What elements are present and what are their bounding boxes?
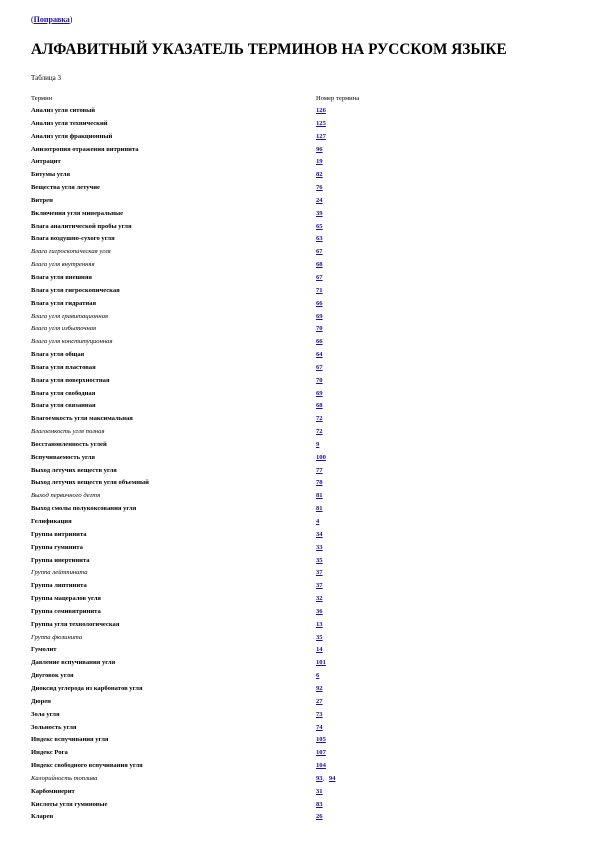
term-number-cell (316, 567, 431, 580)
term-number-link[interactable]: 125 (316, 119, 326, 127)
term-cell: Выход первичного дегтя (31, 492, 101, 500)
term-number-cell (316, 811, 431, 824)
term-number-cell (316, 105, 431, 118)
term-number-link[interactable]: 72 (316, 415, 323, 423)
table-row (31, 734, 431, 747)
table-row (31, 195, 431, 208)
table-row (31, 285, 431, 298)
term-number-cell (316, 169, 431, 182)
term-number-link[interactable]: 63 (316, 235, 323, 243)
table-row (31, 760, 431, 773)
term-cell: Калорийность топлива (31, 774, 98, 782)
term-number-link[interactable]: 69 (316, 389, 323, 397)
term-number-cell (316, 657, 431, 670)
term-cell: Влага угля конституционная (31, 338, 113, 346)
term-number-cell (316, 593, 431, 606)
table-row (31, 503, 431, 516)
term-number-link[interactable]: 35 (316, 556, 323, 564)
term-cell: Анизотропия отражения витринита (31, 145, 139, 153)
term-cell: Влага угля внутренняя (31, 261, 95, 269)
terms-table (31, 93, 431, 824)
table-row (31, 683, 431, 696)
term-cell: Влага угля внешняя (31, 273, 92, 281)
term-cell: Давление вспучивания угля (31, 659, 116, 667)
term-number-cell (316, 400, 431, 413)
term-number-cell (316, 323, 431, 336)
term-number-cell (316, 208, 431, 221)
table-row (31, 388, 431, 401)
term-number-cell (316, 426, 431, 439)
table-row (31, 670, 431, 683)
term-number-link[interactable]: 101 (316, 659, 326, 667)
table-row (31, 259, 431, 272)
term-number-link[interactable]: 107 (316, 749, 326, 757)
term-cell: Влага угля пластовая (31, 363, 96, 371)
page-title: АЛФАВИТНЫЙ УКАЗАТЕЛЬ ТЕРМИНОВ НА РУССКОМ ЯЗЫКЕ (31, 41, 507, 58)
amendment-open-paren: ( (31, 15, 34, 24)
term-number-cell (316, 683, 431, 696)
table-row (31, 490, 431, 503)
term-cell: Двуговок угля (31, 672, 74, 680)
term-number-cell (316, 786, 431, 799)
term-number-link[interactable]: 35 (316, 633, 323, 641)
term-cell: Битумы угля (31, 171, 71, 179)
amendment-close-paren: ) (69, 15, 73, 24)
term-number-link[interactable]: 26 (316, 813, 323, 821)
table-row (31, 375, 431, 388)
term-number-cell (316, 606, 431, 619)
term-number-cell (316, 298, 431, 311)
term-number-link[interactable]: 127 (316, 132, 326, 140)
table-row (31, 298, 431, 311)
term-number-cell (316, 285, 431, 298)
term-cell: Зола угля (31, 710, 60, 718)
term-number-link[interactable]: 68 (316, 402, 323, 410)
term-number-cell (316, 632, 431, 645)
table-row (31, 131, 431, 144)
term-number-link[interactable]: 104 (316, 762, 326, 770)
term-cell: Гумолит (31, 646, 57, 654)
table-row (31, 311, 431, 324)
table-row (31, 336, 431, 349)
term-cell: Влага угля гравитационная (31, 312, 109, 320)
term-cell: Группа фюзинита (31, 633, 83, 641)
table-row (31, 182, 431, 195)
term-cell: Влага угля избыточная (31, 325, 97, 333)
term-cell: Группа мацералов угля (31, 595, 101, 603)
term-number-cell (316, 388, 431, 401)
term-number-link[interactable]: 64 (316, 351, 323, 359)
term-cell: Влага угля гидратная (31, 299, 97, 307)
table-row (31, 118, 431, 131)
term-number-link[interactable]: 67 (316, 273, 323, 281)
table-row (31, 477, 431, 490)
term-cell: Витрен (31, 196, 53, 204)
term-cell: Влага аналитической пробы угля (31, 222, 132, 230)
table-row (31, 580, 431, 593)
term-number-cell (316, 272, 431, 285)
term-cell: Диоксид углерода из карбонатов угля (31, 684, 143, 692)
term-cell: Влага угля общая (31, 351, 85, 359)
table-row (31, 349, 431, 362)
term-number-link[interactable]: 77 (316, 466, 323, 474)
term-cell: Группа угля технологическая (31, 620, 120, 628)
table-label: Таблица 3 (31, 74, 61, 82)
table-row (31, 156, 431, 169)
term-number-cell (316, 529, 431, 542)
table-row (31, 644, 431, 657)
table-row (31, 105, 431, 118)
term-number-link[interactable]: 74 (316, 723, 323, 731)
term-number-cell (316, 233, 431, 246)
table-row (31, 465, 431, 478)
table-row (31, 208, 431, 221)
term-number-link[interactable]: 94 (328, 774, 336, 782)
table-row (31, 323, 431, 336)
term-number-link[interactable]: 19 (316, 158, 323, 166)
term-number-cell (316, 413, 431, 426)
term-number-cell (316, 619, 431, 632)
term-cell: Группа семивитринита (31, 607, 101, 615)
term-number-cell (316, 259, 431, 272)
table-row (31, 169, 431, 182)
term-number-link[interactable]: 100 (316, 453, 326, 461)
term-cell: Индекс свободного вспучивания угля (31, 762, 143, 770)
term-number-cell (316, 349, 431, 362)
term-cell: Анализ угля ситовый (31, 107, 96, 114)
table-body (31, 105, 431, 824)
term-number-cell (316, 118, 431, 131)
term-number-link[interactable]: 37 (316, 582, 323, 590)
table-row (31, 811, 431, 824)
term-number-link[interactable]: 68 (316, 261, 323, 269)
term-cell: Влага угля гигроскопическая (31, 286, 120, 294)
term-number-cell (316, 580, 431, 593)
amendment-link[interactable]: Поправка (33, 15, 70, 24)
term-cell: Влагоемкость угля полная (31, 428, 105, 436)
term-cell: Влага гигроскопическая угля (31, 248, 111, 256)
term-number-cell (316, 221, 431, 234)
term-number-cell (316, 734, 431, 747)
term-number-link[interactable]: 67 (316, 248, 323, 256)
term-cell: Вспучиваемость угля (31, 453, 95, 461)
term-number-link[interactable]: 65 (316, 222, 323, 230)
term-number-link[interactable]: 66 (316, 338, 323, 346)
term-cell: Влагоемкость угля максимальная (31, 415, 133, 423)
table-row (31, 144, 431, 157)
column-header-number: Номер термина (316, 95, 360, 102)
term-number-link[interactable]: 78 (316, 479, 323, 487)
table-row (31, 542, 431, 555)
table-row (31, 606, 431, 619)
term-cell: Выход летучих веществ угля объемный (31, 479, 149, 487)
term-number-link[interactable]: 13 (316, 620, 323, 628)
table-row (31, 555, 431, 568)
column-header-term: Термин (31, 95, 53, 102)
term-number-link[interactable]: 69 (316, 312, 323, 320)
term-number-cell (316, 747, 431, 760)
term-number-cell (316, 246, 431, 259)
term-cell: Вещества угля летучие (31, 184, 100, 192)
term-number-cell (316, 439, 431, 452)
term-number-link[interactable]: 14 (316, 646, 323, 654)
term-cell: Восстановленность углей (31, 440, 107, 448)
term-cell: Кислоты угля гуминовые (31, 800, 108, 808)
term-number-link[interactable]: 39 (316, 209, 323, 217)
term-number-cell (316, 644, 431, 657)
table-row (31, 439, 431, 452)
term-number-link[interactable]: 70 (316, 325, 323, 333)
term-number-link[interactable]: 31 (316, 787, 323, 795)
term-number-link[interactable]: 76 (316, 184, 323, 192)
term-number-link[interactable]: 92 (316, 684, 323, 692)
term-cell: Зольность угля (31, 723, 77, 731)
table-row (31, 362, 431, 375)
table-row (31, 619, 431, 632)
term-cell: Влага угля связанная (31, 402, 96, 410)
table-row (31, 272, 431, 285)
term-number-link[interactable]: 81 (316, 492, 323, 500)
table-row (31, 786, 431, 799)
term-number-cell (316, 555, 431, 568)
term-number-cell (316, 336, 431, 349)
term-number-cell (316, 195, 431, 208)
table-row (31, 722, 431, 735)
table-row (31, 632, 431, 645)
table-row (31, 567, 431, 580)
term-number-link[interactable]: 37 (316, 569, 323, 577)
table-row (31, 452, 431, 465)
table-row (31, 413, 431, 426)
term-number-link[interactable]: 4 (316, 518, 320, 525)
term-cell: Выход летучих веществ угля (31, 466, 117, 474)
term-number-cell (316, 144, 431, 157)
term-number-cell (316, 465, 431, 478)
amendment-note (31, 14, 576, 25)
term-cell: Группа липтинита (31, 582, 87, 590)
term-number-cell (316, 477, 431, 490)
table-row (31, 516, 431, 529)
term-cell: Карбоминерит (31, 787, 75, 795)
table-row (31, 709, 431, 722)
term-number-cell (316, 490, 431, 503)
term-cell: Выход смолы полукоксования угля (31, 505, 137, 513)
term-number-cell (316, 722, 431, 735)
term-number-cell (316, 799, 431, 812)
term-cell: Влага угля поверхностная (31, 376, 110, 384)
table-row (31, 529, 431, 542)
term-number-link[interactable]: 6 (316, 672, 320, 680)
table-row (31, 593, 431, 606)
table-row (31, 426, 431, 439)
term-cell: Анализ угля фракционный (31, 132, 113, 140)
term-number-cell (316, 131, 431, 144)
term-number-cell (316, 516, 431, 529)
term-cell: Анализ угля технический (31, 119, 108, 127)
term-number-cell (316, 696, 431, 709)
term-cell: Индекс вспучивания угля (31, 736, 109, 744)
term-number-cell (316, 670, 431, 683)
term-number-link[interactable]: 105 (316, 736, 326, 744)
term-number-link[interactable]: 33 (316, 543, 323, 551)
term-cell: Дюрен (31, 697, 51, 705)
term-cell: Антрацит (31, 158, 61, 166)
term-number-link[interactable]: 67 (316, 363, 323, 371)
term-number-link[interactable]: 32 (316, 595, 323, 603)
term-number-link[interactable]: 24 (316, 196, 323, 204)
table-row (31, 400, 431, 413)
term-cell: Индекс Рога (31, 749, 68, 757)
term-number-link[interactable]: 66 (316, 299, 323, 307)
term-number-cell (316, 709, 431, 722)
table-row (31, 657, 431, 670)
term-number-link[interactable]: 70 (316, 376, 323, 384)
table-row (31, 246, 431, 259)
term-number-link[interactable]: 73 (316, 710, 323, 718)
term-cell: Включения угля минеральные (31, 209, 124, 217)
term-number-link[interactable]: 72 (316, 428, 323, 436)
term-number-link[interactable]: 36 (316, 607, 323, 615)
term-number-link[interactable]: 82 (316, 171, 323, 179)
term-cell: Группа инертинита (31, 556, 90, 564)
term-cell: Группа витринита (31, 530, 87, 538)
term-cell: Кларен (31, 813, 54, 821)
term-number-cell (316, 362, 431, 375)
term-cell: Влага угля свободная (31, 389, 96, 397)
table-row (31, 773, 431, 786)
term-number-link[interactable]: 83 (316, 800, 323, 808)
term-number-cell (316, 760, 431, 773)
term-number-cell (316, 375, 431, 388)
table-row (31, 799, 431, 812)
term-number-cell (316, 452, 431, 465)
term-cell: Группа гуминита (31, 543, 83, 551)
term-cell: Группа лейптинита (31, 569, 88, 577)
term-number-cell (316, 542, 431, 555)
term-number-link[interactable]: 9 (316, 440, 320, 448)
term-number-link[interactable]: 34 (316, 530, 323, 538)
table-header-row (31, 93, 431, 105)
term-number-link[interactable]: 96 (316, 145, 323, 153)
term-number-cell (316, 182, 431, 195)
table-row (31, 233, 431, 246)
term-number-cell: 93, 94 (316, 774, 336, 782)
term-cell: Гелификация (31, 518, 72, 525)
table-row (31, 747, 431, 760)
term-number-link[interactable]: 81 (316, 505, 323, 513)
document-page (31, 14, 576, 824)
table-row (31, 221, 431, 234)
term-number-link[interactable]: 93 (316, 774, 323, 782)
term-cell: Влага воздушно-сухого угля (31, 235, 115, 243)
term-number-link[interactable]: 71 (316, 286, 323, 294)
term-number-link[interactable]: 126 (316, 107, 326, 114)
term-number-cell (316, 156, 431, 169)
term-number-cell (316, 503, 431, 516)
term-number-link[interactable]: 27 (316, 697, 323, 705)
table-row (31, 696, 431, 709)
term-number-cell (316, 311, 431, 324)
